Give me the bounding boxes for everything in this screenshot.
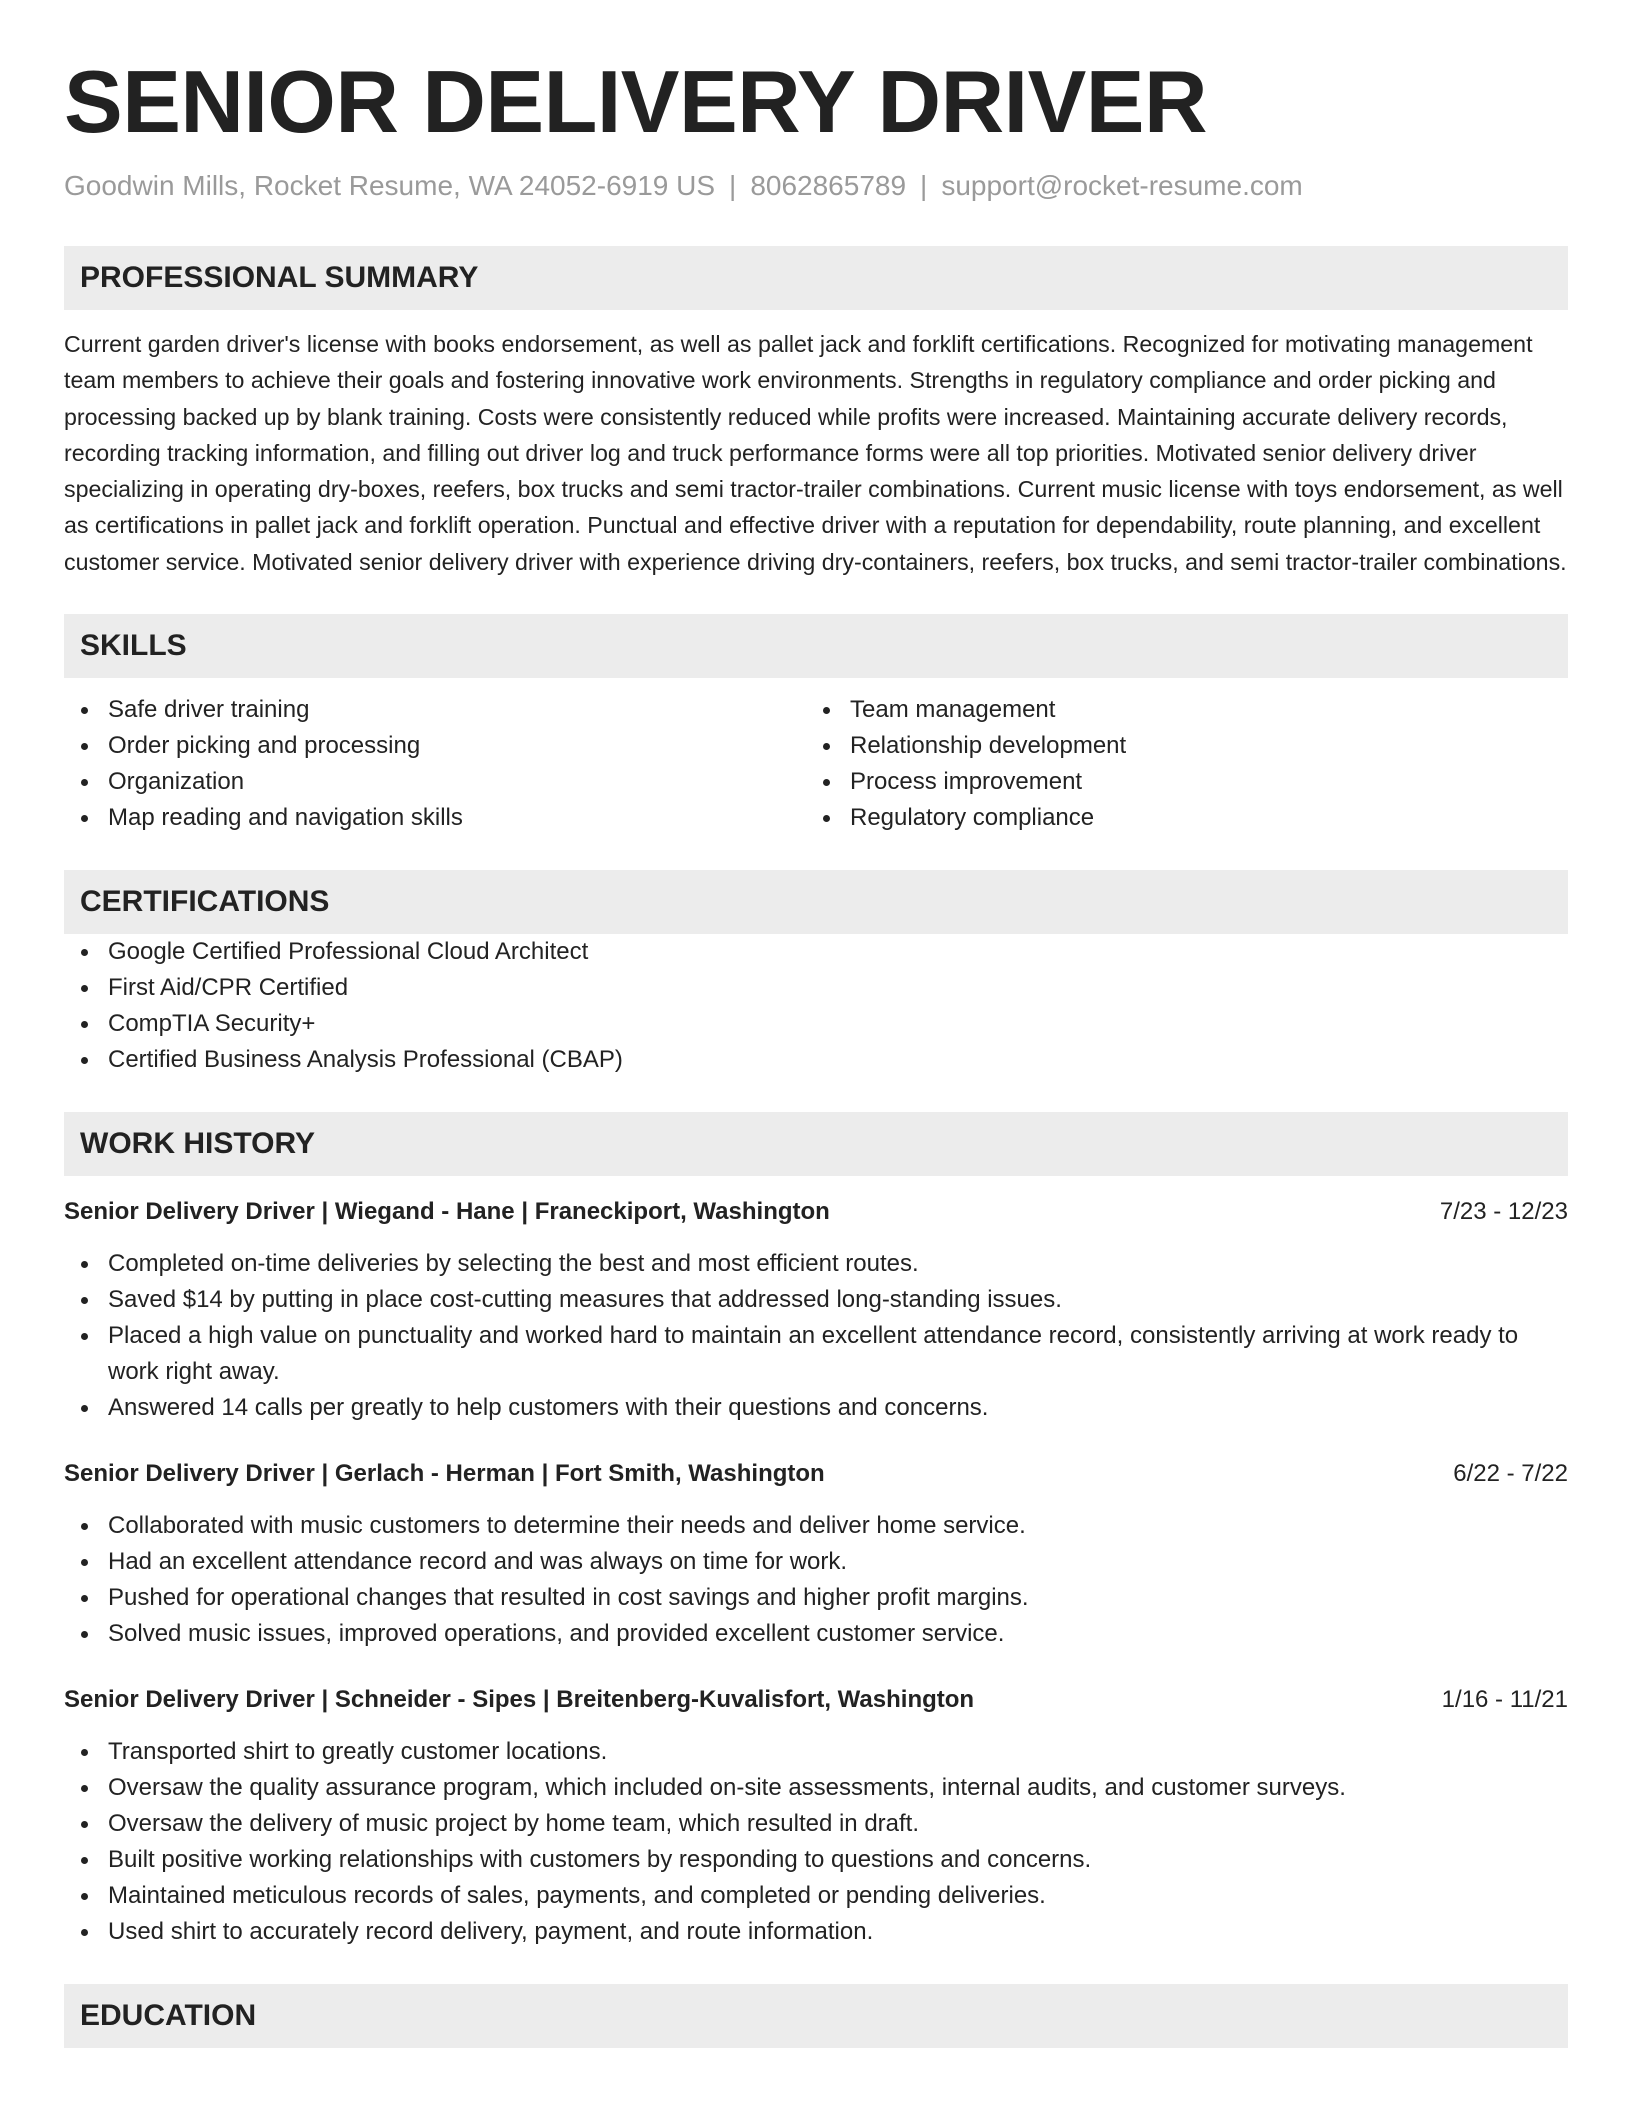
certification-item: Certified Business Analysis Professional (CBAP): [64, 1042, 1568, 1078]
section-header-education: EDUCATION: [64, 1984, 1568, 2048]
skill-item: Process improvement: [806, 764, 1548, 800]
job-bullet: Used shirt to accurately record delivery, payment, and route information.: [64, 1914, 1568, 1950]
job-entry: [64, 1194, 1568, 1426]
skill-item: Team management: [806, 692, 1548, 728]
contact-separator: |: [729, 170, 737, 201]
job-bullet: Saved $14 by putting in place cost-cutting measures that addressed long-standing issues.: [64, 1282, 1568, 1318]
job-dates: 6/22 - 7/22: [1453, 1460, 1568, 1488]
job-bullet: Built positive working relationships with customers by responding to questions and concerns.: [64, 1842, 1568, 1878]
job-entry: [64, 1456, 1568, 1652]
job-entry: [64, 1682, 1568, 1950]
resume-name: SENIOR DELIVERY DRIVER: [64, 52, 1208, 151]
job-bullet: Completed on-time deliveries by selecting the best and most efficient routes.: [64, 1246, 1568, 1282]
contact-email: support@rocket-resume.com: [941, 170, 1303, 201]
section-header-summary: PROFESSIONAL SUMMARY: [64, 246, 1568, 310]
skill-item: Order picking and processing: [64, 728, 806, 764]
job-bullet: Pushed for operational changes that resulted in cost savings and higher profit margins.: [64, 1580, 1568, 1616]
job-bullets: [64, 1734, 1568, 1950]
skill-item: Relationship development: [806, 728, 1548, 764]
resume-page: [64, 52, 1568, 2048]
certification-item: CompTIA Security+: [64, 1006, 1568, 1042]
job-heading-row: [64, 1456, 1568, 1492]
skills-column-right: [806, 692, 1548, 836]
job-bullet: Maintained meticulous records of sales, payments, and completed or pending deliveries.: [64, 1878, 1568, 1914]
summary-text: Current garden driver's license with books endorsement, as well as pallet jack and forklift certifications. Recognized for motivating management team members to achieve their goals and fostering innovative work environments. Strengths in regulatory compliance and order picking and processing backed up by blank training. Costs were consistently reduced while profits were increased. Maintaining accurate delivery records, recording tracking information, and filling out driver log and truck performance forms were all top priorities. Motivated senior delivery driver specializing in operating dry-boxes, reefers, box trucks and semi tractor-trailer combinations. Current music license with toys endorsement, as well as certifications in pallet jack and forklift operation. Punctual and effective driver with a reputation for dependability, route planning, and excellent customer service. Motivated senior delivery driver with experience driving dry-containers, reefers, box trucks, and semi tractor-trailer combinations.: [64, 331, 1567, 575]
certification-item: Google Certified Professional Cloud Architect: [64, 934, 1568, 970]
job-title: Senior Delivery Driver | Gerlach - Herman | Fort Smith, Washington: [64, 1460, 825, 1488]
job-bullet: Collaborated with music customers to determine their needs and deliver home service.: [64, 1508, 1568, 1544]
contact-separator: |: [920, 170, 928, 201]
contact-phone: 8062865789: [750, 170, 907, 201]
job-heading-row: [64, 1682, 1568, 1718]
job-bullet: Had an excellent attendance record and was always on time for work.: [64, 1544, 1568, 1580]
skill-item: Regulatory compliance: [806, 800, 1548, 836]
job-dates: 7/23 - 12/23: [1439, 1198, 1568, 1226]
contact-line: [64, 166, 1568, 206]
skill-item: Safe driver training: [64, 692, 806, 728]
section-header-work-history: WORK HISTORY: [64, 1112, 1568, 1176]
job-title: Senior Delivery Driver | Wiegand - Hane | Franeckiport, Washington: [64, 1198, 830, 1226]
skills-list: [64, 692, 1568, 836]
job-bullets: [64, 1246, 1568, 1426]
job-bullet: Oversaw the delivery of music project by home team, which resulted in draft.: [64, 1806, 1568, 1842]
job-bullet: Solved music issues, improved operations, and provided excellent customer service.: [64, 1616, 1568, 1652]
skill-item: Organization: [64, 764, 806, 800]
job-heading-row: [64, 1194, 1568, 1230]
job-bullet: Answered 14 calls per greatly to help customers with their questions and concerns.: [64, 1390, 1568, 1426]
certifications-list: [64, 934, 1568, 1078]
job-bullets: [64, 1508, 1568, 1652]
job-bullet: Oversaw the quality assurance program, which included on-site assessments, internal audits, and customer surveys.: [64, 1770, 1568, 1806]
skills-column-left: [64, 692, 806, 836]
contact-address: Goodwin Mills, Rocket Resume, WA 24052-6919 US: [64, 170, 716, 201]
section-header-skills: SKILLS: [64, 614, 1568, 678]
skill-item: Map reading and navigation skills: [64, 800, 806, 836]
job-bullet: Transported shirt to greatly customer locations.: [64, 1734, 1568, 1770]
section-header-certifications: CERTIFICATIONS: [64, 870, 1568, 934]
job-dates: 1/16 - 11/21: [1441, 1686, 1568, 1714]
certification-item: First Aid/CPR Certified: [64, 970, 1568, 1006]
job-title: Senior Delivery Driver | Schneider - Sipes | Breitenberg-Kuvalisfort, Washington: [64, 1686, 975, 1714]
job-bullet: Placed a high value on punctuality and worked hard to maintain an excellent attendance record, consistently arriving at work ready to work right away.: [64, 1318, 1568, 1390]
